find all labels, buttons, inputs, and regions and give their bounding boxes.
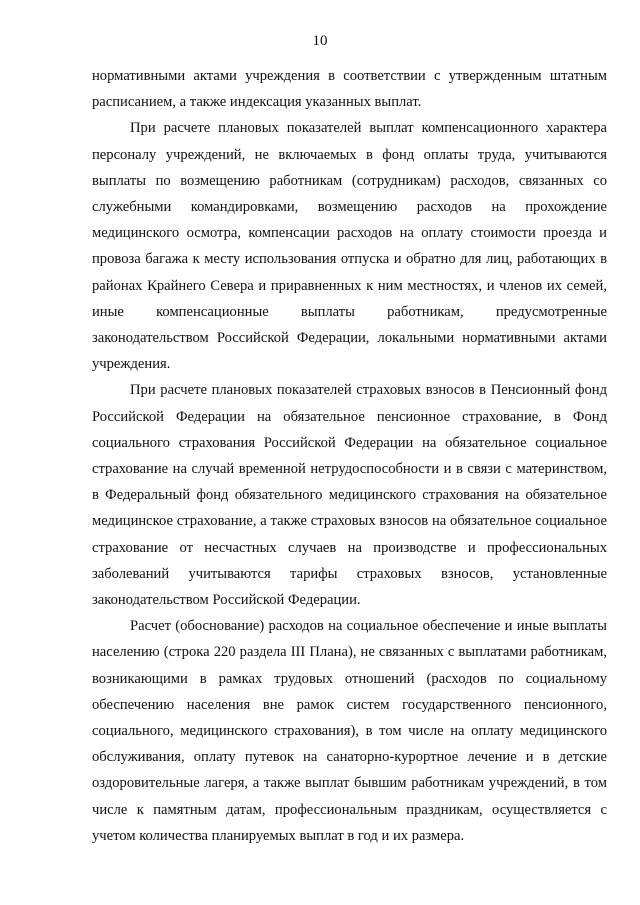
paragraph-continuation: нормативными актами учреждения в соответствии с утвержденным штатным расписанием, а также индексация указанных выплат.	[92, 68, 607, 111]
paragraph-insurance-contributions: При расчете плановых показателей страховых взносов в Пенсионный фонд Российской Федерации на обязательное пенсионное страхование, в Фонд социального страхования Российской Федерации на обязательное социальное страхование на случай временной нетрудоспособности и в связи с материнством, в Федеральный фонд обязательного медицинского страхования на обязательное медицинское страхование, а также страховых взносов на обязательное социальное страхование от несчастных случаев на производстве и профессиональных заболеваний учитываются тарифы страховых взносов, установленные законодательством Российской Федерации.	[92, 382, 607, 609]
paragraph-social-security: Расчет (обоснование) расходов на социальное обеспечение и иные выплаты населению (строка 220 раздела III Плана), не связанных с выплатами работникам, возникающими в рамках трудовых отношений (расходов по социальному обеспечению населения вне рамок систем государственного пенсионного, социального, медицинского страхования), в том числе на оплату медицинского обслуживания, оплату путевок на санаторно-курортное лечение и в детские оздоровительные лагеря, а также выплат бывшим работникам учреждений, в том числе к памятным датам, профессиональным праздникам, осуществляется с учетом количества планируемых выплат в год и их размера.	[92, 618, 607, 844]
paragraph-compensation-payments: При расчете плановых показателей выплат компенсационного характера персоналу учреждений, не включаемых в фонд оплаты труда, учитываются выплаты по возмещению работникам (сотрудникам) расходов, связанных со служебными командировками, возмещению расходов на прохождение медицинского осмотра, компенсации расходов на оплату стоимости проезда и провоза багажа к месту использования отпуска и обратно для лиц, работающих в районах Крайнего Севера и приравненных к ним местностях, и членов их семей, иные компенсационные выплаты работникам, предусмотренные законодательством Российской Федерации, локальными нормативными актами учреждения.	[92, 120, 607, 373]
page-number: 10	[312, 33, 328, 49]
document-body	[92, 63, 607, 849]
